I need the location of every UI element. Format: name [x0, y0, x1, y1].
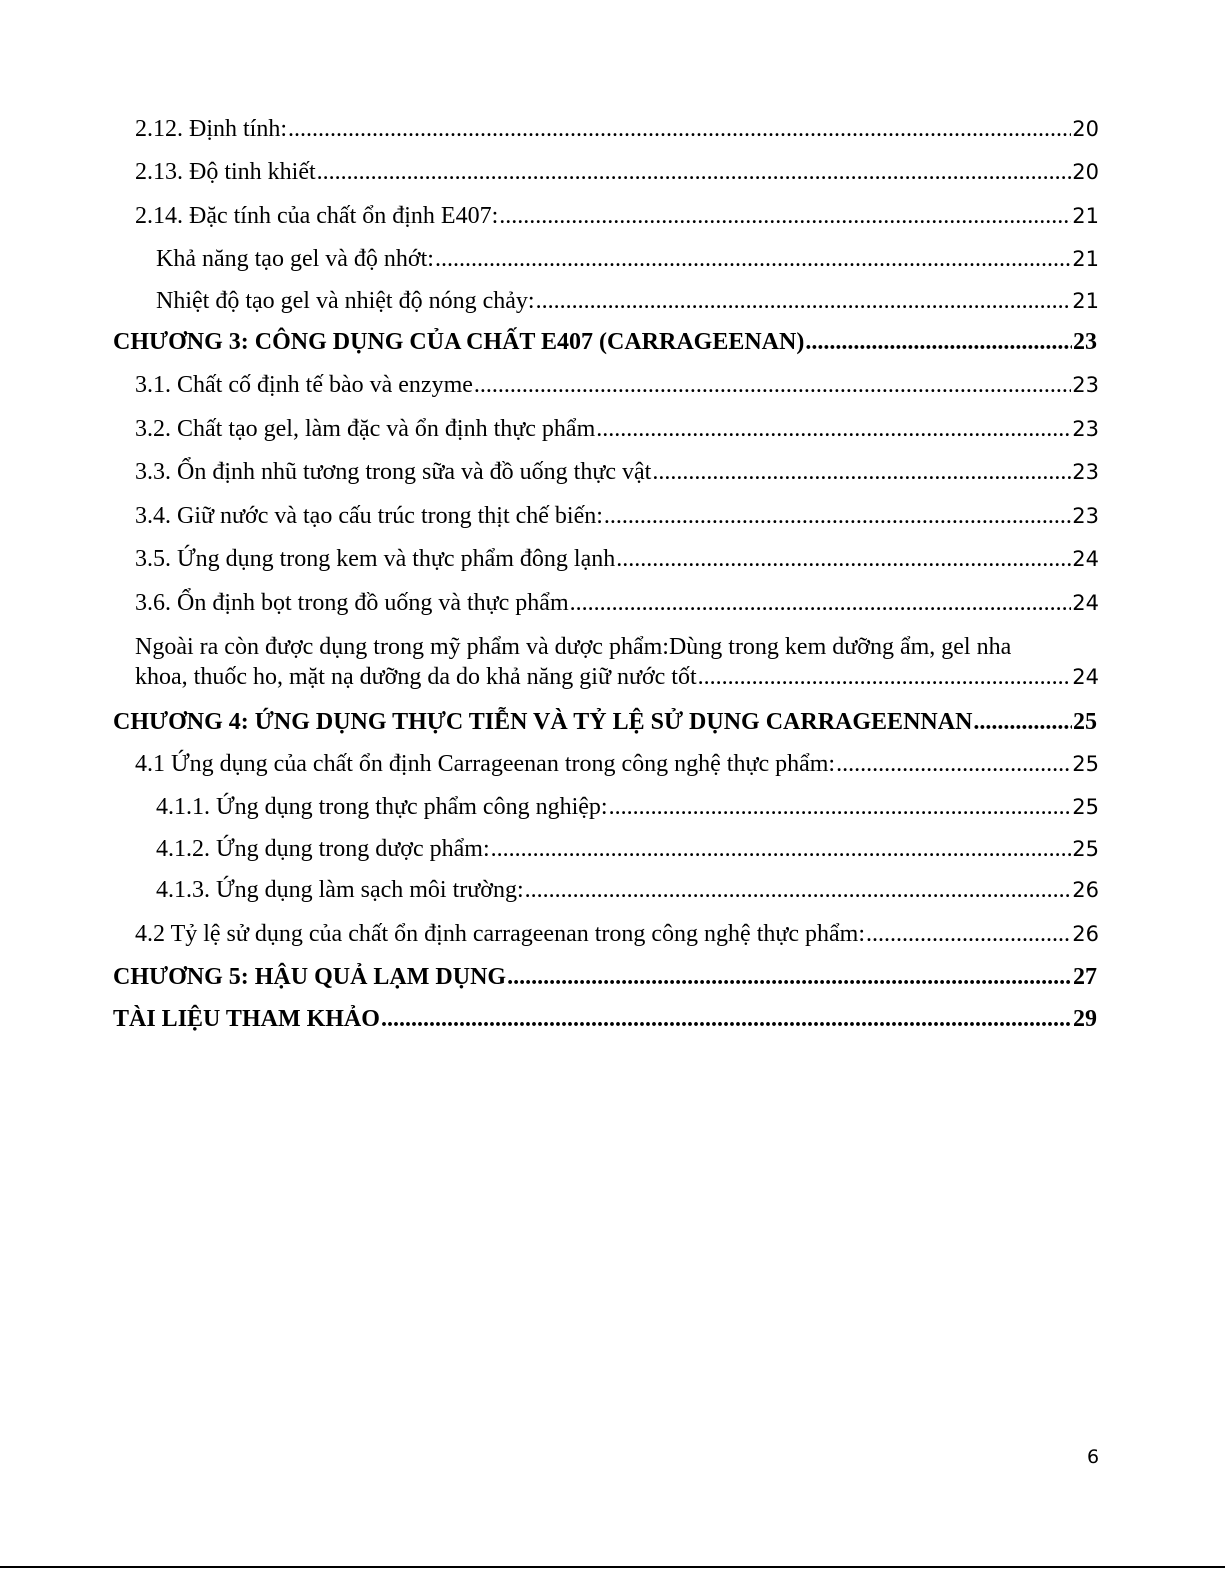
toc-entry[interactable]	[156, 244, 1099, 274]
dot-leader	[836, 749, 1071, 779]
dot-leader	[596, 414, 1071, 444]
dot-leader	[604, 501, 1071, 531]
toc-entry[interactable]	[135, 414, 1099, 444]
toc-entry-title: CHƯƠNG 5: HẬU QUẢ LẠM DỤNG	[113, 964, 507, 990]
dot-leader	[499, 201, 1071, 231]
toc-entry[interactable]	[135, 201, 1099, 231]
dot-leader	[609, 792, 1072, 822]
toc-entry-title: 4.1 Ứng dụng của chất ổn định Carrageenan trong công nghệ thực phẩm:	[135, 751, 836, 777]
toc-entry-page: 23	[1072, 373, 1099, 397]
toc-entry[interactable]	[135, 157, 1099, 187]
toc-entry[interactable]	[156, 875, 1099, 905]
toc-chapter-entry[interactable]	[113, 707, 1097, 737]
toc-entry[interactable]	[135, 370, 1099, 400]
toc-chapter-entry[interactable]	[113, 327, 1097, 357]
toc-entry-title: 2.14. Đặc tính của chất ổn định E407:	[135, 203, 499, 229]
toc-entry[interactable]	[135, 501, 1099, 531]
toc-entry-page: 25	[1073, 709, 1097, 735]
dot-leader	[435, 244, 1071, 274]
toc-entry-page: 23	[1072, 460, 1099, 484]
toc-entry[interactable]	[135, 588, 1099, 618]
toc-entry[interactable]	[156, 834, 1099, 864]
toc-entry-page: 27	[1073, 964, 1097, 990]
dot-leader	[973, 707, 1072, 737]
toc-entry-page: 26	[1072, 922, 1099, 946]
toc-entry-title: 2.13. Độ tinh khiết	[135, 159, 316, 185]
toc-entry-title: CHƯƠNG 4: ỨNG DỤNG THỰC TIỄN VÀ TỶ LỆ SỬ DỤNG CARRAGEENNAN	[113, 709, 973, 735]
toc-entry[interactable]	[135, 632, 1099, 692]
dot-leader	[698, 662, 1072, 692]
dot-leader	[381, 1004, 1072, 1034]
toc-entry-title: CHƯƠNG 3: CÔNG DỤNG CỦA CHẤT E407 (CARRAGEENAN)	[113, 329, 805, 355]
toc-entry-page: 21	[1072, 204, 1099, 228]
toc-entry-page: 24	[1072, 665, 1099, 689]
toc-entry-title: Nhiệt độ tạo gel và nhiệt độ nóng chảy:	[156, 288, 535, 314]
toc-entry-page: 21	[1072, 289, 1099, 313]
toc-entry-page: 29	[1073, 1006, 1097, 1032]
toc-entry-title: 4.1.1. Ứng dụng trong thực phẩm công nghiệp:	[156, 794, 608, 820]
toc-entry[interactable]	[156, 792, 1099, 822]
dot-leader	[805, 327, 1072, 357]
toc-entry-page: 25	[1072, 795, 1099, 819]
toc-entry-title-continued: khoa, thuốc ho, mặt nạ dưỡng da do khả năng giữ nước tốt	[135, 664, 697, 690]
toc-entry-page: 20	[1072, 160, 1099, 184]
toc-entry-page: 24	[1072, 547, 1099, 571]
toc-entry[interactable]	[156, 286, 1099, 316]
dot-leader	[474, 370, 1071, 400]
toc-entry[interactable]	[135, 749, 1099, 779]
page-number: 6	[1087, 1446, 1100, 1468]
toc-entry-title: 3.6. Ổn định bọt trong đồ uống và thực phẩm	[135, 590, 569, 616]
toc-entry[interactable]	[135, 114, 1099, 144]
toc-entry-page: 24	[1072, 591, 1099, 615]
toc-entry-title: 4.1.2. Ứng dụng trong dược phẩm:	[156, 836, 490, 862]
toc-entry-title: 3.4. Giữ nước và tạo cấu trúc trong thịt chế biến:	[135, 503, 603, 529]
toc-entry-page: 26	[1072, 878, 1099, 902]
toc-entry-title: 4.2 Tỷ lệ sử dụng của chất ổn định carrageenan trong công nghệ thực phẩm:	[135, 921, 866, 947]
toc-entry-title: Khả năng tạo gel và độ nhớt:	[156, 246, 434, 272]
toc-entry[interactable]	[135, 544, 1099, 574]
bottom-rule	[0, 1566, 1225, 1568]
toc-entry-page: 23	[1073, 329, 1097, 355]
toc-entry[interactable]	[135, 457, 1099, 487]
toc-entry-page: 23	[1072, 417, 1099, 441]
dot-leader	[866, 919, 1071, 949]
dot-leader	[570, 588, 1072, 618]
toc-entry-title: Ngoài ra còn được dụng trong mỹ phẩm và dược phẩm:Dùng trong kem dưỡng ẩm, gel nha	[135, 634, 1012, 660]
dot-leader	[616, 544, 1071, 574]
dot-leader	[536, 286, 1072, 316]
toc-entry-title: 2.12. Định tính:	[135, 116, 288, 142]
dot-leader	[288, 114, 1071, 144]
dot-leader	[507, 962, 1072, 992]
toc-entry-page: 25	[1072, 837, 1099, 861]
toc-entry-title: TÀI LIỆU THAM KHẢO	[113, 1006, 380, 1032]
toc-entry-page: 20	[1072, 117, 1099, 141]
toc-entry-title: 3.3. Ổn định nhũ tương trong sữa và đồ uống thực vật	[135, 459, 652, 485]
toc-entry-page: 21	[1072, 247, 1099, 271]
dot-leader	[317, 157, 1072, 187]
dot-leader	[652, 457, 1071, 487]
toc-entry-title: 3.5. Ứng dụng trong kem và thực phẩm đông lạnh	[135, 546, 616, 572]
dot-leader	[525, 875, 1072, 905]
toc-entry-page: 25	[1072, 752, 1099, 776]
toc-entry[interactable]	[135, 919, 1099, 949]
toc-entry-title: 3.1. Chất cố định tế bào và enzyme	[135, 372, 473, 398]
dot-leader	[491, 834, 1072, 864]
toc-entry-page: 23	[1072, 504, 1099, 528]
toc-chapter-entry[interactable]	[113, 962, 1097, 992]
toc-chapter-entry[interactable]	[113, 1004, 1097, 1034]
toc-entry-title: 4.1.3. Ứng dụng làm sạch môi trường:	[156, 877, 524, 903]
toc-entry-title: 3.2. Chất tạo gel, làm đặc và ổn định thực phẩm	[135, 416, 596, 442]
